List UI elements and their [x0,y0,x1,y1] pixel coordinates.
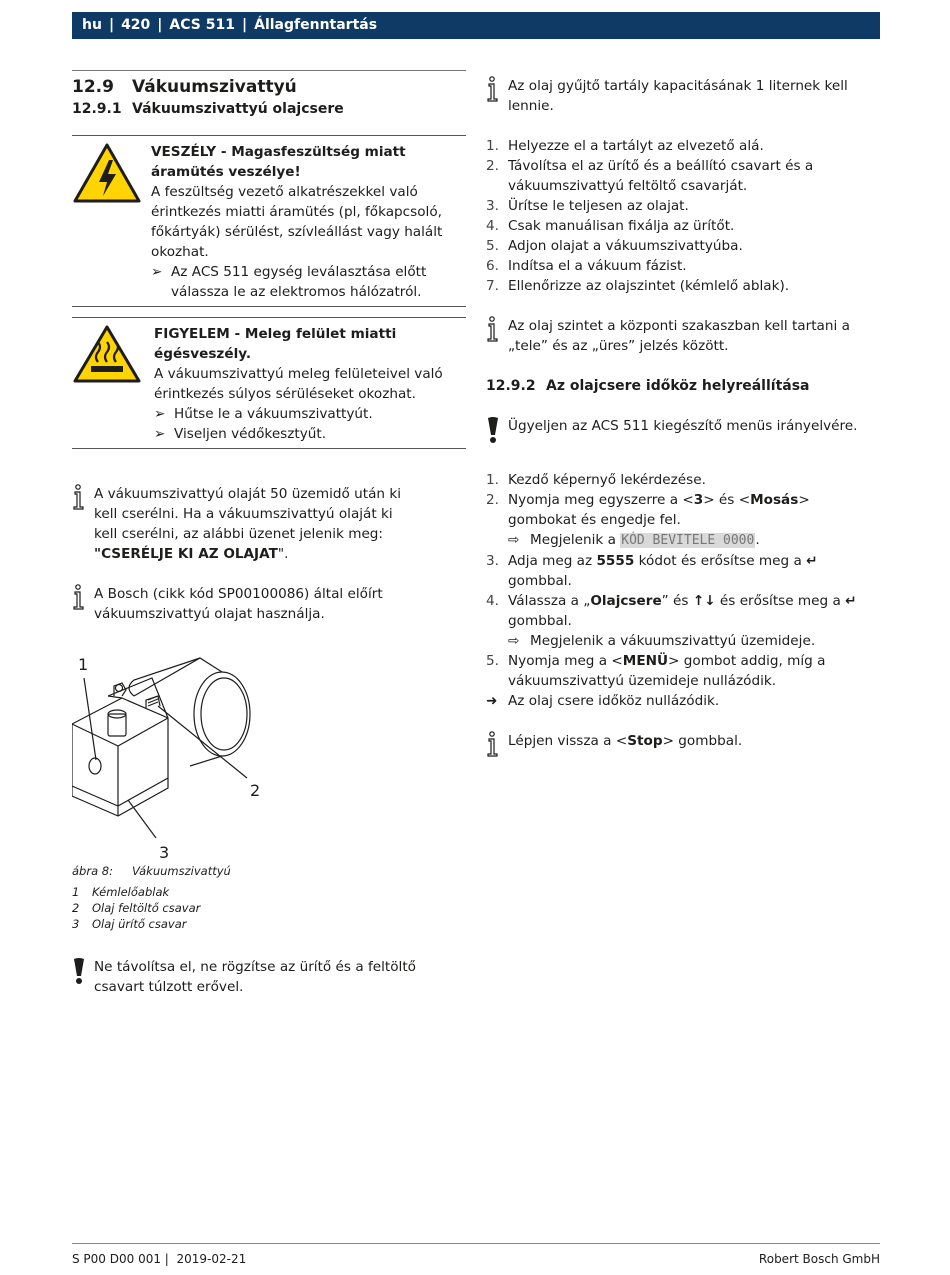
info-icon [486,316,508,356]
enter-key-icon: ↵ [845,593,857,609]
section-heading: 12.9 Vákuumszivattyú [72,77,297,97]
header-page: 420 [121,17,151,33]
info-note [486,731,880,763]
section-rule [72,70,466,71]
footer-date: 2019-02-21 [176,1252,247,1266]
header-product: ACS 511 [169,17,235,33]
list-item: 1. Kezdő képernyő lekérdezése. [486,472,706,488]
note-message: "CSERÉLJE KI AZ OLAJAT [94,546,278,562]
subsection-heading: 12.9.2 Az olajcsere időköz helyreállítása [486,378,810,394]
caution-title: FIGYELEM - Meleg felület miatti égésveszély. [154,326,397,362]
info-note [72,484,412,564]
caption-item: 3 Olaj ürítő csavar [72,917,187,931]
page-footer: S P00 D00 001 | 2019-02-21 Robert Bosch GmbH [72,1252,880,1266]
note-text: Az olaj szintet a központi szakaszban kell tartani a „tele” és az „üres” jelzés között. [508,318,850,354]
danger-body: A feszültség vezető alkatrészekkel való érintkezés miatti áramütés (pl, főkapcsoló, főkártyák) sérülést, szívleállást vagy halált okozhat. [151,184,443,260]
list-item: 2. Nyomja meg egyszerre a <3> és <Mosás> gombokat és engedje fel. [486,492,810,528]
vacuum-pump-figure [72,648,312,860]
callout-3: 3 [159,843,170,860]
info-note [72,584,466,624]
footer-doc-number: S P00 D00 001 [72,1252,161,1266]
display-code: KÓD BEVITELE 0000 [621,533,755,548]
page-header: hu | 420 | ACS 511 | Állagfenntartás [72,12,880,39]
procedure-list [486,136,880,296]
list-item: 7. Ellenőrizze az olajszintet (kémlelő ablak). [486,278,790,294]
note-text: A vákuumszivattyú olaját 50 üzemidő után ki kell cserélni. Ha a vákuumszivattyú olaját ki kell cserélni, az alábbi üzenet jelenik meg: [94,486,401,542]
caption-label: ábra 8: [72,864,113,878]
info-icon [486,76,508,116]
hot-surface-icon [72,324,154,444]
footer-rule [72,1243,880,1244]
header-lang: hu [82,17,102,33]
list-item: 4. Válassza a „Olajcsere” és ↑↓ és erősítse meg a ↵ gombbal. [486,593,857,629]
high-voltage-icon [72,142,151,302]
final-result: ➜ Az olaj csere időköz nullázódik. [486,693,720,709]
callout-1: 1 [78,655,89,674]
step-result: ⇨ Megjelenik a KÓD BEVITELE 0000. [486,530,880,551]
arrow-up-down-icon: ↑↓ [692,593,716,609]
subsection-heading: 12.9.1 Vákuumszivattyú olajcsere [72,101,344,117]
list-item: 1. Helyezze el a tartályt az elvezető alá. [486,138,764,154]
result-arrow-icon: ⇨ [508,633,520,649]
list-item: 5. Nyomja meg a <MENÜ> gombot addig, míg a vákuumszivattyú üzemideje nullázódik. [486,653,826,689]
attention-text: Ügyeljen az ACS 511 kiegészítő menüs irányelvére. [508,418,858,434]
list-item: 3. Adja meg az 5555 kódot és erősítse meg a ↵ gombbal. [486,553,818,589]
info-note [486,76,880,116]
caption-title: Vákuumszivattyú [132,864,231,878]
list-item: 4. Csak manuálisan fixálja az ürítőt. [486,218,735,234]
vacuum-pump-drawing [72,648,312,860]
info-note [486,316,880,356]
callout-2: 2 [250,781,261,800]
caution-bullet: ➢ Hűtse le a vákuumszivattyút. [154,406,373,422]
caution-box [72,317,466,449]
left-column [72,70,466,997]
info-icon [72,584,94,624]
caption-item: 1 Kémlelőablak [72,885,170,899]
note-text: A Bosch (cikk kód SP00100086) által előírt vákuumszivattyú olajat használja. [94,586,383,622]
danger-bullet: ➢ Az ACS 511 egység leválasztása előtt válassza le az elektromos hálózatról. [151,264,427,300]
attention-note [486,416,880,450]
danger-box [72,135,466,307]
list-item: 5. Adjon olajat a vákuumszivattyúba. [486,238,743,254]
enter-key-icon: ↵ [806,553,818,569]
info-icon [486,731,508,763]
list-item: 3. Ürítse le teljesen az olajat. [486,198,689,214]
list-item: 2. Távolítsa el az ürítő és a beállító csavart és a vákuumszivattyú feltöltő csavarját. [486,158,814,194]
warning-text: Ne távolítsa el, ne rögzítse az ürítő és a feltöltő csavart túlzott erővel. [94,959,416,995]
caution-bullet: ➢ Viseljen védőkesztyűt. [154,426,327,442]
danger-title: VESZÉLY - Magasfeszültség miatt áramütés veszélye! [151,144,406,180]
exclamation-icon [72,957,94,997]
list-item: 6. Indítsa el a vákuum fázist. [486,258,687,274]
exclamation-icon [486,416,508,450]
header-section: Állagfenntartás [254,17,378,33]
note-text: Lépjen vissza a <Stop> gombbal. [508,733,743,749]
figure-caption [72,863,466,932]
right-arrow-icon: ➜ [486,693,498,709]
right-column [486,70,880,763]
footer-company: Robert Bosch GmbH [758,1252,880,1266]
result-arrow-icon: ⇨ [508,532,520,548]
warning-note [72,957,466,997]
note-text: Az olaj gyűjtő tartály kapacitásának 1 liternek kell lennie. [508,78,848,114]
reset-procedure-list [486,470,880,711]
caption-item: 2 Olaj feltöltő csavar [72,901,201,915]
step-result: ⇨ Megjelenik a vákuumszivattyú üzemideje. [508,633,816,649]
note-message-end: ". [277,546,289,562]
caution-body: A vákuumszivattyú meleg felületeivel való érintkezés súlyos sérüléseket okozhat. [154,366,443,402]
info-icon [72,484,94,564]
